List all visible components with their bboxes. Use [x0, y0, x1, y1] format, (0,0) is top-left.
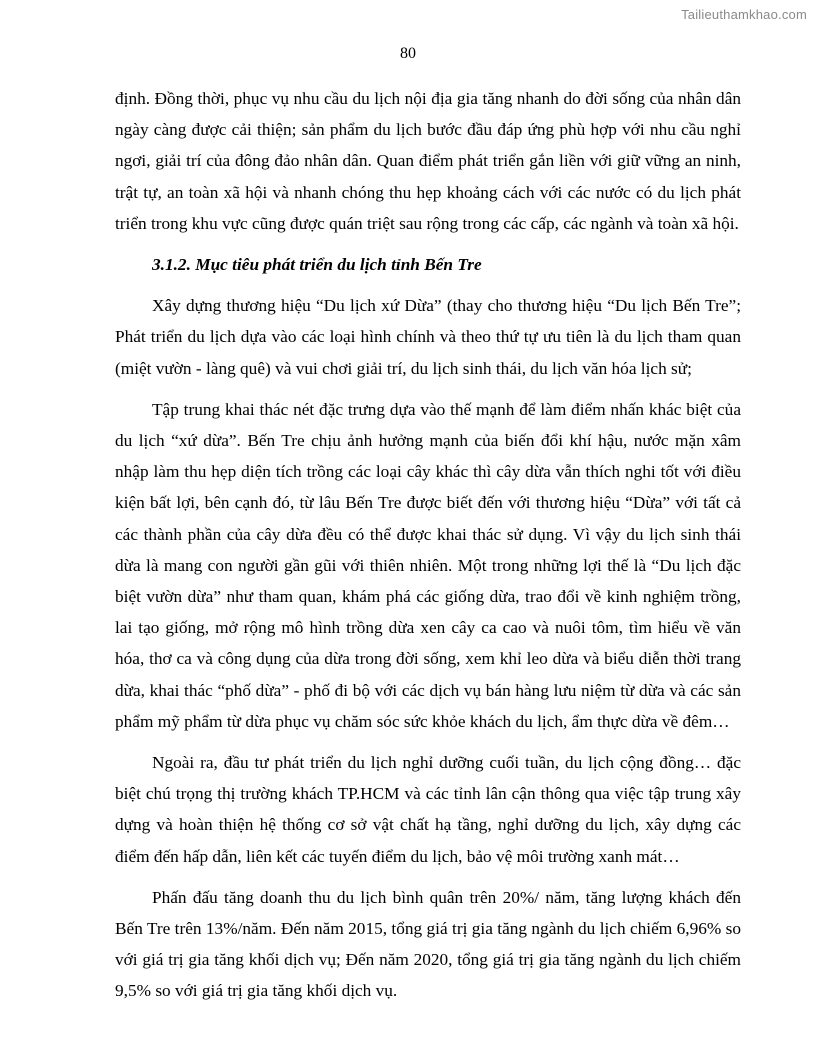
document-body: [115, 83, 741, 1007]
paragraph-3: Tập trung khai thác nét đặc trưng dựa vào thế mạnh để làm điểm nhấn khác biệt của du lịch “xứ dừa”. Bến Tre chịu ảnh hưởng mạnh của biến đổi khí hậu, nước mặn xâm nhập làm thu hẹp diện tích trồng các loại cây khác thì cây dừa vẫn thích nghi tốt với điều kiện bất lợi, bên cạnh đó, từ lâu Bến Tre được biết đến với thương hiệu “Dừa” với tất cả các thành phần của cây dừa đều có thể được khai thác sử dụng. Vì vậy du lịch sinh thái dừa là mang con người gần gũi với thiên nhiên. Một trong những lợi thế là “Du lịch đặc biệt vườn dừa” như tham quan, khám phá các giống dừa, trao đổi về kinh nghiệm trồng, lai tạo giống, mở rộng mô hình trồng dừa xen cây ca cao và nuôi tôm, tìm hiểu về văn hóa, thơ ca và công dụng của dừa trong đời sống, xem khỉ leo dừa và biểu diễn thời trang dừa, khai thác “phố dừa” - phố đi bộ với các dịch vụ bán hàng lưu niệm từ dừa và các sản phẩm mỹ phẩm từ dừa phục vụ chăm sóc sức khỏe khách du lịch, ẩm thực dừa về đêm…: [115, 399, 741, 731]
page-number: 80: [400, 45, 416, 62]
paragraph-5: Phấn đấu tăng doanh thu du lịch bình quân trên 20%/ năm, tăng lượng khách đến Bến Tre trên 13%/năm. Đến năm 2015, tổng giá trị gia tăng ngành du lịch chiếm 6,96% so với giá trị gia tăng khối dịch vụ; Đến năm 2020, tổng giá trị gia tăng ngành du lịch chiếm 9,5% so với giá trị gia tăng khối dịch vụ.: [115, 887, 741, 1001]
watermark: Tailieuthamkhao.com: [681, 7, 807, 22]
section-heading: 3.1.2. Mục tiêu phát triển du lịch tỉnh Bến Tre: [152, 255, 482, 275]
paragraph-4: Ngoài ra, đầu tư phát triển du lịch nghỉ dưỡng cuối tuần, du lịch cộng đồng… đặc biệt chú trọng thị trường khách TP.HCM và các tỉnh lân cận thông qua việc tập trung xây dựng và hoàn thiện hệ thống cơ sở vật chất hạ tầng, nghỉ dưỡng du lịch, xây dựng các điểm đến hấp dẫn, liên kết các tuyến điểm du lịch, bảo vệ môi trường xanh mát…: [115, 753, 741, 866]
paragraph-1: định. Đồng thời, phục vụ nhu cầu du lịch nội địa gia tăng nhanh do đời sống của nhân dân ngày càng được cải thiện; sản phẩm du lịch bước đầu đáp ứng phù hợp với nhu cầu nghỉ ngơi, giải trí của đông đảo nhân dân. Quan điểm phát triển gắn liền với giữ vững an ninh, trật tự, an toàn xã hội và nhanh chóng thu hẹp khoảng cách với các nước có du lịch phát triển trong khu vực cũng được quán triệt sau rộng trong các cấp, các ngành và toàn xã hội.: [115, 89, 741, 233]
paragraph-2: Xây dựng thương hiệu “Du lịch xứ Dừa” (thay cho thương hiệu “Du lịch Bến Tre”; Phát triển du lịch dựa vào các loại hình chính và theo thứ tự ưu tiên là du lịch tham quan (miệt vườn - làng quê) và vui chơi giải trí, du lịch sinh thái, du lịch văn hóa lịch sử;: [115, 296, 741, 378]
